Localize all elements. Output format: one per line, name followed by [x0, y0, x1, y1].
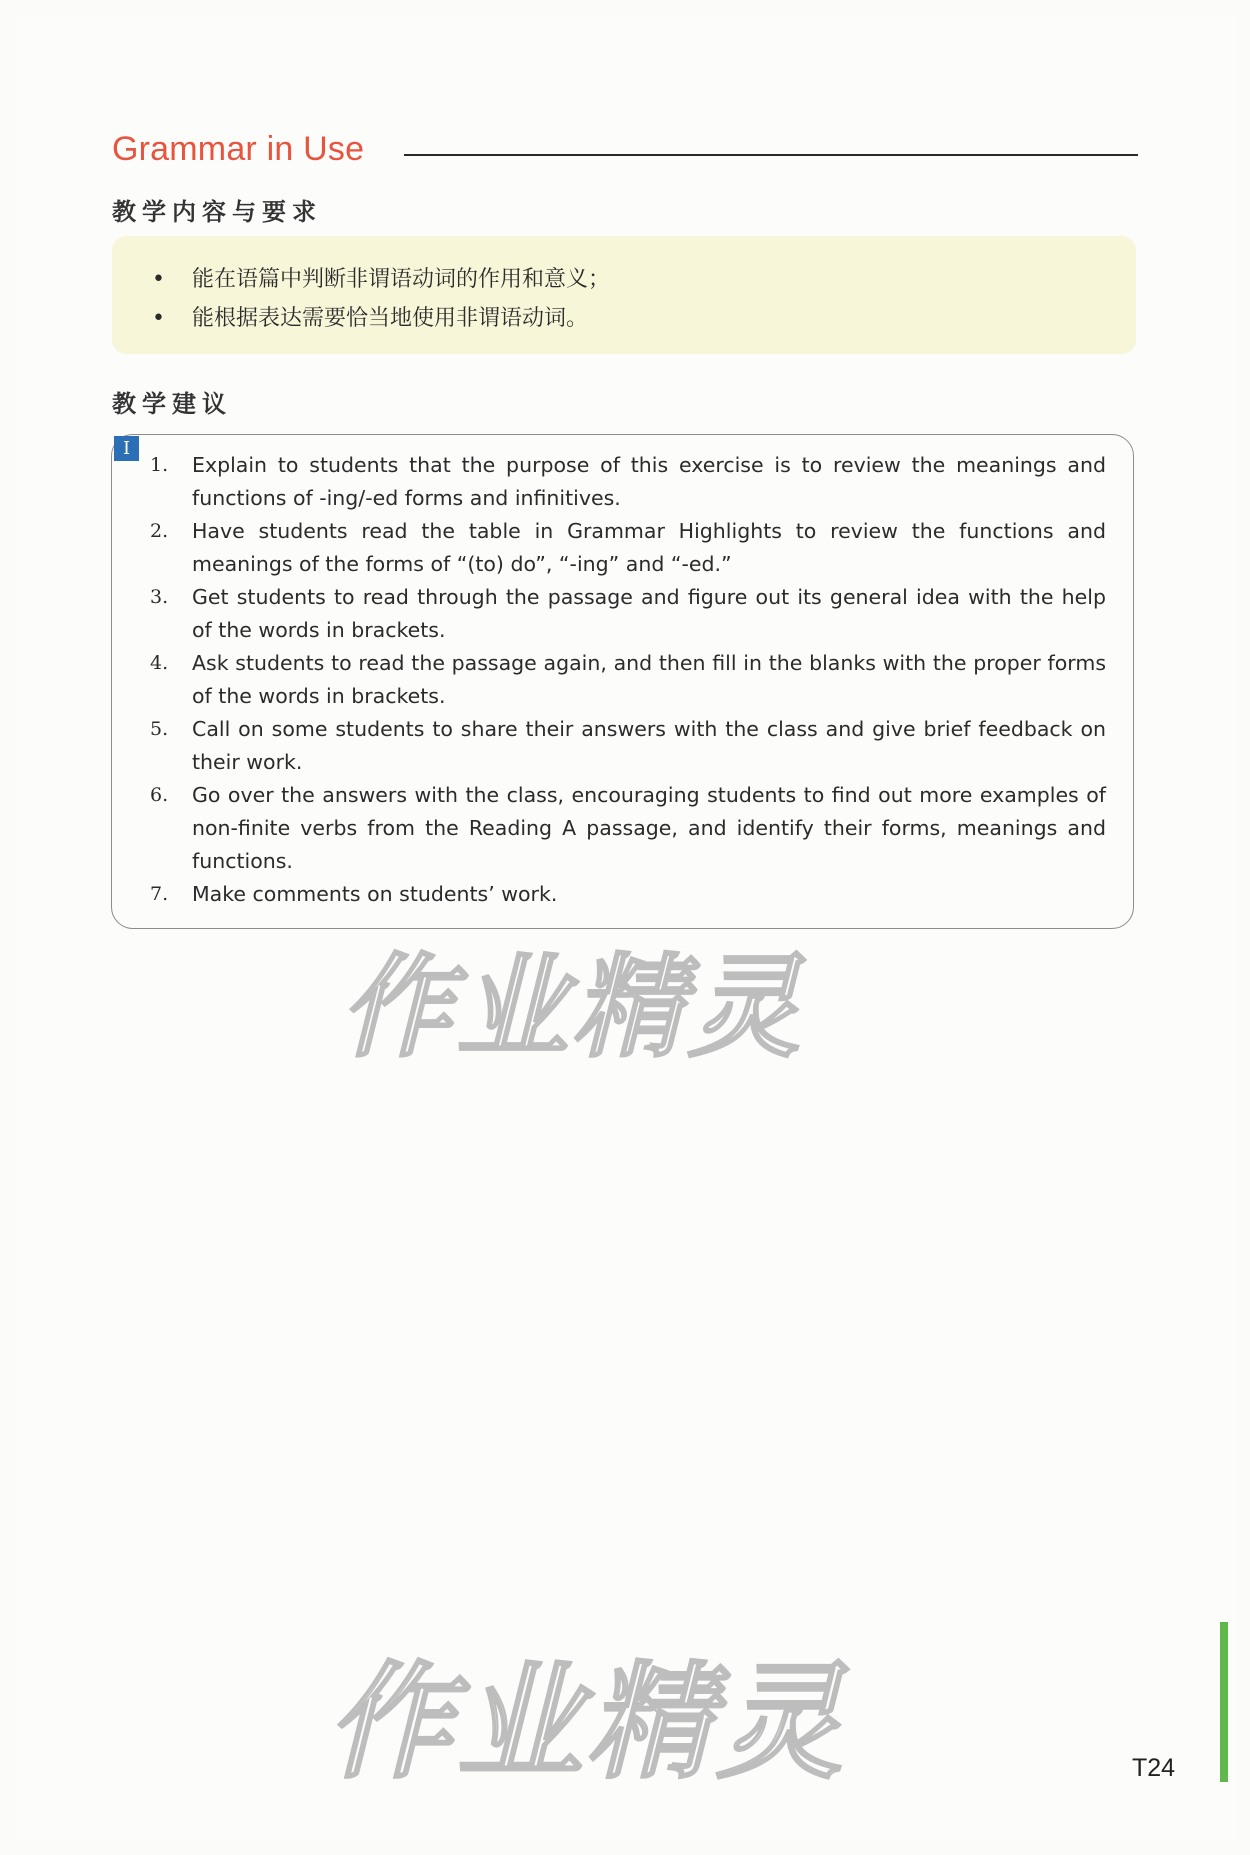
step-text: Go over the answers with the class, encouraging students to find out more examples of non-finite verbs from the Reading A passage, and identify their forms, meanings and functions.	[192, 783, 1106, 873]
section-title: Grammar in Use	[112, 130, 365, 168]
step-number: 6.	[150, 784, 169, 806]
bullet-icon: •	[152, 267, 165, 292]
step-item	[150, 515, 1106, 581]
title-rule	[404, 154, 1138, 156]
step-number: 5.	[150, 718, 169, 740]
step-item	[150, 449, 1106, 515]
bullet-icon: •	[152, 306, 165, 331]
step-item	[150, 713, 1106, 779]
steps-list	[150, 449, 1106, 911]
step-number: 1.	[150, 454, 169, 476]
objectives-list	[112, 236, 1136, 338]
step-number: 3.	[150, 586, 169, 608]
objectives-box	[112, 236, 1136, 354]
objective-item	[152, 260, 1136, 299]
step-item	[150, 878, 1106, 911]
objective-item	[152, 299, 1136, 338]
step-text: Make comments on students’ work.	[192, 882, 558, 906]
step-text: Call on some students to share their answers with the class and give brief feedback on their work.	[192, 717, 1106, 774]
step-item	[150, 647, 1106, 713]
step-text: Explain to students that the purpose of this exercise is to review the meanings and functions of -ing/-ed forms and infinitives.	[192, 453, 1106, 510]
watermark-bottom: 作业精灵	[319, 1649, 876, 1796]
step-item	[150, 779, 1106, 878]
step-text: Ask students to read the passage again, and then fill in the blanks with the proper forms of the words in brackets.	[192, 651, 1106, 708]
objective-text: 能在语篇中判断非谓语动词的作用和意义；	[192, 267, 611, 292]
step-number: 4.	[150, 652, 169, 674]
objectives-heading: 教学内容与要求	[112, 198, 322, 226]
step-text: Get students to read through the passage and figure out its general idea with the help of the words in brackets.	[192, 585, 1106, 642]
step-item	[150, 581, 1106, 647]
page-number: T24	[1132, 1754, 1176, 1782]
side-accent-bar	[1220, 1622, 1228, 1782]
step-number: 7.	[150, 883, 169, 905]
watermark-top: 作业精灵	[333, 943, 830, 1073]
step-number: 2.	[150, 520, 169, 542]
section-badge: I	[114, 436, 139, 461]
suggestions-heading: 教学建议	[112, 390, 232, 418]
step-text: Have students read the table in Grammar Highlights to review the functions and meanings of the forms of “(to) do”, “-ing” and “-ed.”	[192, 519, 1106, 576]
objective-text: 能根据表达需要恰当地使用非谓语动词。	[192, 306, 589, 331]
